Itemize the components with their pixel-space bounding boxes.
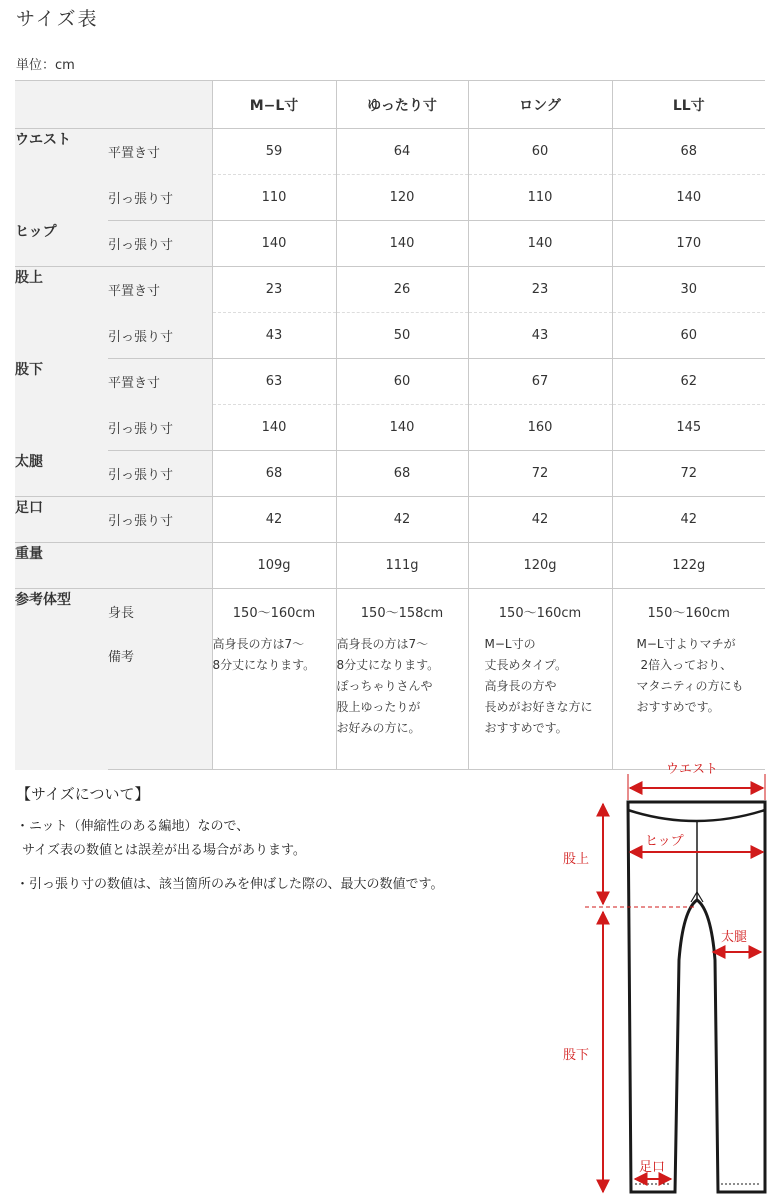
remark-line: 股上ゆったりが [336,700,421,714]
table-cell: 140 [336,221,468,267]
remark-line: 丈長めタイプ。 [484,658,567,672]
row-sublabel-empty [108,543,212,589]
table-cell: 43 [468,313,612,359]
row-sublabel: 平置き寸 [108,359,212,405]
table-cell: 26 [336,267,468,313]
table-row [15,175,765,221]
table-cell: 109g [212,543,336,589]
table-row [15,359,765,405]
table-cell: 150〜160cm [612,589,765,635]
remark-line: M−L寸の [484,637,536,651]
table-cell: 110 [212,175,336,221]
table-row [15,634,765,770]
diagram-label-rise: 股上 [563,852,590,867]
diagram-label-hip: ヒップ [645,834,684,849]
leggings-illustration [555,760,775,1200]
table-cell: 150〜160cm [212,589,336,635]
remark-line: 高身長の方や [484,679,557,693]
table-cell: 140 [336,405,468,451]
remark-cell [212,634,336,770]
row-sublabel: 引っ張り寸 [108,405,212,451]
remark-line: 8分丈になります。 [212,658,316,672]
table-cell: 170 [612,221,765,267]
table-row [15,313,765,359]
table-cell: 63 [212,359,336,405]
remark-cell [612,634,765,770]
table-cell: 62 [612,359,765,405]
remark-line: マタニティの方にも [636,679,744,693]
row-category-waist: ウエスト [15,129,108,221]
table-cell: 23 [468,267,612,313]
leggings-diagram [555,760,775,1200]
table-cell: 60 [612,313,765,359]
table-cell: 140 [212,405,336,451]
table-cell: 72 [468,451,612,497]
row-sublabel: 引っ張り寸 [108,313,212,359]
row-category-body: 参考体型 [15,589,108,770]
table-cell: 59 [212,129,336,175]
table-cell: 42 [336,497,468,543]
remark-line: M−L寸よりマチが [636,637,736,651]
table-cell: 68 [336,451,468,497]
table-cell: 30 [612,267,765,313]
table-cell: 122g [612,543,765,589]
diagram-label-waist: ウエスト [666,762,719,777]
table-cell: 50 [336,313,468,359]
table-cell: 68 [612,129,765,175]
table-cell: 140 [212,221,336,267]
diagram-label-hem: 足口 [639,1160,666,1175]
table-cell: 42 [612,497,765,543]
table-cell: 64 [336,129,468,175]
row-sublabel: 引っ張り寸 [108,451,212,497]
column-header: M−L寸 [212,81,336,129]
table-cell: 140 [612,175,765,221]
table-cell: 43 [212,313,336,359]
table-cell: 140 [468,221,612,267]
row-category-rise: 股上 [15,267,108,359]
table-cell: 42 [468,497,612,543]
page-title: サイズ表 [16,8,99,30]
column-header: ゆったり寸 [336,81,468,129]
remark-line: おすすめです。 [636,700,720,714]
remark-line: 高身長の方は7〜 [212,637,305,651]
remark-cell [468,634,612,770]
table-cell: 60 [468,129,612,175]
table-row [15,451,765,497]
size-note-1-line-1: ・ニット（伸縮性のある編地）なので、 [16,819,250,834]
table-cell: 145 [612,405,765,451]
table-row [15,543,765,589]
table-cell: 120g [468,543,612,589]
unit-label: 単位：cm [16,58,75,73]
table-cell: 42 [212,497,336,543]
table-cell: 150〜160cm [468,589,612,635]
size-note-2: ・引っ張り寸の数値は、該当箇所のみを伸ばした際の、最大の数値です。 [16,877,444,892]
row-category-thigh: 太腿 [15,451,108,497]
size-notes-heading: 【サイズについて】 [16,785,150,803]
table-row [15,221,765,267]
row-sublabel: 平置き寸 [108,267,212,313]
table-cell: 160 [468,405,612,451]
table-cell: 72 [612,451,765,497]
header-corner [15,81,212,129]
table-row [15,129,765,175]
row-sublabel: 備考 [108,634,212,770]
row-sublabel: 身長 [108,589,212,635]
row-sublabel: 引っ張り寸 [108,221,212,267]
diagram-label-inseam: 股下 [563,1048,590,1063]
row-category-inseam: 股下 [15,359,108,451]
remark-line: ぽっちゃりさんや [336,679,433,693]
remark-line: おすすめです。 [484,721,568,735]
row-sublabel: 引っ張り寸 [108,497,212,543]
row-sublabel: 引っ張り寸 [108,175,212,221]
remark-line: 長めがお好きな方に [484,700,593,714]
table-cell: 67 [468,359,612,405]
remark-line: お好みの方に。 [336,721,421,735]
remark-line: 2倍入っており、 [640,658,733,672]
column-header: LL寸 [612,81,765,129]
table-cell: 68 [212,451,336,497]
table-row [15,267,765,313]
table-row [15,497,765,543]
table-row [15,405,765,451]
row-sublabel: 平置き寸 [108,129,212,175]
remark-cell [336,634,468,770]
diagram-label-thigh: 太腿 [721,930,748,945]
row-category-hem: 足口 [15,497,108,543]
table-cell: 110 [468,175,612,221]
row-category-weight: 重量 [15,543,108,589]
table-row [15,589,765,635]
table-cell: 150〜158cm [336,589,468,635]
size-table [15,80,765,770]
table-cell: 60 [336,359,468,405]
row-category-hip: ヒップ [15,221,108,267]
remark-line: 8分丈になります。 [336,658,440,672]
table-header-row [15,81,765,129]
table-cell: 23 [212,267,336,313]
table-cell: 120 [336,175,468,221]
remark-line: 高身長の方は7〜 [336,637,429,651]
size-note-1-line-2: サイズ表の数値とは誤差が出る場合があります。 [22,843,306,858]
column-header: ロング [468,81,612,129]
table-cell: 111g [336,543,468,589]
